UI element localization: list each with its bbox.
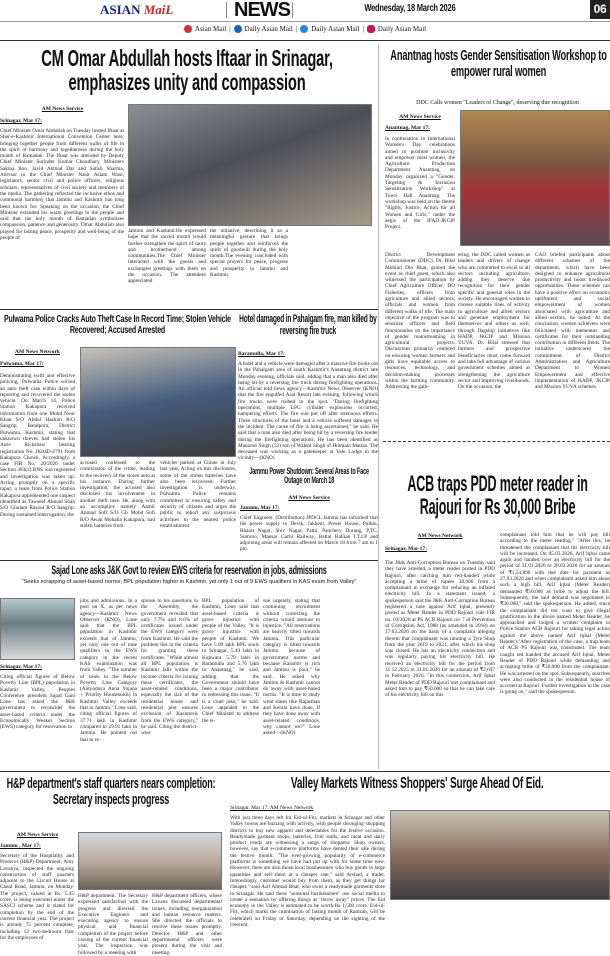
valley-photo: [390, 810, 610, 900]
page-number: 06: [590, 0, 610, 19]
lead-col3: the initiative, describing it as a meaningful gesture that brings people together and reinforces the spirit of goodwill during the holy month.The evening concluded with special prayers for peace, progress and prosperity in Jammu and Kashmir.: [210, 228, 288, 279]
lone-col3: BPL population of Kashmir, Lone said that asset-based criteria is grave injustice with people of the Valley. "It is grave injustice with people of Kashmir. We have 5.09 lakh BPL souls in Srinagar, 5.49 lakh in Kupwara 5.79 lakh in Baramulla and 5.76 lakh in Anantnag," he said, adding that the Government should have been a major contributor in redressing this issue. "It is a cruel joke," he said. Lone appealed to the Chief Minister to address the is-: [202, 598, 259, 724]
acb-headline: ACB traps PDD meter reader in Rajouri for Rs 30,000 Bribe: [407, 471, 588, 520]
anantnag-col1: In continuation to International Women's Day celebrations aimed to promote inclusivity and empower rural women, the Agriculture Production Department Anantnag, on Monday organized a "Gender, Targeting & Inclusion Sensitization Workshop" at Town Hall Anantnag. The workshop was held on the theme "Rights, Justice, Action for all Women and Girls," under the aegis of the IFAD-JKCIP Project.: [385, 136, 455, 231]
hp-col2: H&P department. The Secretary expressed satisfaction with the progress and directed the Executive Engineer and executing agency to ensure physical and financial completion of the project before closing of the current financial year. The inspection was followed by a meeting with: [78, 893, 148, 956]
anantnag-subhead: DDC Calls women "Leaders of Change", deserving due recognition: [416, 100, 579, 106]
lone-col4: sue urgently, stating that continuing recruitment without correcting the criteria would amount to injustice. "All reservations are heavily tilted towards Jammu. This particular category is tilted towards Jammu because of government norms and because Kashmir is rich and Jammu is poor," he said. He asked why Jammu & Kashmir cannot do away with asset-based norms. "It is time to study what states like Rajasthan and Kerala have done. If they have done away with asset-related conditions, why cannot we?" Lone asked—(KNO): [263, 598, 320, 737]
lone-photo: [0, 598, 75, 660]
logo-mail: MaiL: [143, 2, 174, 17]
lone-dateline: Srinagar, Mar 17:: [0, 664, 43, 670]
acb-service: AM News Network: [417, 533, 463, 539]
power-headline: Jammu Power Shutdown: Several Areas to Face Outage on March 18: [249, 466, 369, 486]
hotel-headline: Hotel damaged in Pahalgam fire, man killed by reversing fire truck: [239, 313, 377, 337]
lead-dateline: Srinagar, Mar 17:: [0, 118, 43, 124]
section-title: NEWS: [234, 0, 290, 21]
anantnag-service: AM News Service: [399, 114, 441, 120]
logo: [100, 2, 173, 18]
pulwama-dateline: Pulwama, Mar 17:: [0, 361, 44, 367]
anantnag-col2: District Development Commissioner (DDC), Dr. Bilal Mohiud Din Bhat, graced the event as chief guest, which also witnessed the participation by Chief Agriculture Officer, DD Fisheries, officers from agriculture and allied sectors, officials and women from different walks of life. The main objective of the program was to sensitize officers and field functionaries on the importance of gender mainstreaming in agricultural projects. Discussions primarily centered on ensuring women farmers and girls have equitable access to resources, technology, and decision-making processes within the farming community. Addressing the gath-: [385, 252, 455, 391]
lone-quote: "Seeks scrapping of asset-based norms; BPL population higher in Kashmir, yet only 1 out of 9 EWS qualifiers in KAS exam from Valley": [21, 579, 357, 585]
social-twitter[interactable]: Daily Asian Mail: [311, 25, 360, 33]
twitter-icon[interactable]: [300, 25, 308, 33]
lone-col1: jobs and admissions. In a post on X, as per news agency—Kashmir News Observer (KNO), Lone said that the BPL population in Kashmir exceeds that of Jammu, yet only one out of nine qualifiers in the EWS category in the recent KAS examination was from Valley. "The number of souls in the Below Poverty Line Category (Antyodaya Anna Yojana + Priority Households) in Kashmir Valley exceeds that in Jammu," Lone said, citing official figures of 37.71 lakh in Kashmir compared to 29.91 lakh in Jammu. He pointed out that in re-: [80, 598, 137, 743]
lone-headline: Sajad Lone asks J&K Govt to review EWS criteria for reservation in jobs, admissions: [51, 563, 327, 577]
hp-headline: H&P department's staff quarters nears completion: Secretary inspects progress: [6, 775, 216, 808]
lone-col0: Citing official figures of Below Poverty Line (BPL) population in Kashmir Valley, Peoples Conference president Sajad Gani Lone has asked the J&K government to reconsider the asset-based criteria under the Economically Weaker Section (EWS) category for reservation in: [0, 674, 75, 731]
lone-col2: sponse to his questions in the Assembly, the government revealed that only 7.7% and 8.6% of certificates issued under the EWS category were from Kashmir. He said the problem lies in the criteria for granting these certificates. "While almost all BPL population is Kashmir falls within the income criteria for issuing these certificates, the asset-related conditions, especially the size of the residential house and residential plot ensures exclusion of Kashmiris from the EWS category," he said. Citing the district-wise: [141, 598, 198, 737]
lead-service: AM News Service: [41, 106, 84, 112]
social-links: Asian Mail | Daily Asian Mail | Daily Asian Mail | Daily Asian Mail: [150, 25, 460, 33]
acb-col2: complainant told him that he will pay bill according to the meter reading." "After this, he threatened the complainant that his electricity bill will be increased. On 05.03.2026, Arif Iqbal came again and handed over an electricity bill for the period of 31.01.2026 to 28.02.2026 for an amount of ₹1,53,890 with due date for payment as 27.03.2026 and when complainant asked him about such a high bill, Arif Iqbal (Meter Reader) demanded ₹50,000 as bribe to adjust the bill. Subsequently, the said demand was negotiated to ₹30,000," said the spokesperson. He added, since the complainant did not want to give illegal gratification to the above named Meter Reader, he approached and lodged a written complaint in Police Station ACB Rajouri for taking legal action against the above named Arif Iqbal (Meter Reader)."After registration of the case, a trap team of ACB PS Rajouri was constituted. The team caught red handed the accused Arif Iqbal, Meter Reader of PDD Rajouri while demanding and accepting bribe of ₹30,000 from the complainant. He was arrested on the spot. Subsequently, searches were also conducted in the residential house of accused at Rajouri. Further investigation in the case is going on," said the spokesperson.: [500, 532, 610, 696]
pulwama-photo: [80, 347, 236, 457]
lead-photo: [128, 104, 372, 226]
hp-dateline: Jammu , Mar 17:: [0, 843, 41, 849]
valley-headline: Valley Markets Witness Shoppers' Surge Ahead Of Eid.: [290, 775, 544, 792]
power-body: Chief Engineer, (Distribution) JPDCL Jammu has informed that the power supply to Devik, Jakheni, Power House, Pulkhi, Bharat Nagar, Shiv Nagar, Pathi, Panchery Dorang, P.TC, Sumroo, Mansar Garhi Railway, Battal Ballian I.T.I.P and adjoining areas will remain affected on March 18 from 7 am to 1 pm.: [240, 515, 378, 553]
pulwama-col3: vehicles parked at Chhoe in July last year. Acting on this disclosure, some of the stolen batteries have also been recovered. Further investigation is underway. Pulwama Police remains committed to ensuring safety and security of citizens and urges the public to report any suspicious activities to the nearest police establishment.: [160, 460, 236, 529]
masthead: [0, 0, 610, 22]
facebook-icon[interactable]: [234, 25, 242, 33]
anantnag-dateline: Anantnag, Mar 17:: [385, 125, 430, 131]
hotel-dateline: Baramulla, Mar 17:: [238, 351, 285, 357]
acb-col1: The J&K Anti-Corruption Bureau on Tuesday said they have arrested, a meter reader posted in PDD Rajouri, after catching him red-handed while accepting a bribe of rupees 30,000 from a complainant in exchange for reducing an inflated electricity bill. In a statement issued, a spokesperson said the J&K Anti-Corruption Bureau registered a case against Arif Iqbal, presently posted as Meter Reader in PDD Rajouri vide FIR no. 03/2026 at PS ACB Rajouri u/s 7 of Prevention of Corruption Act, 1988 (as amended in 2018) on 17.03.2026 on the basis of a complaint alleging therein that complainant was running a Tyre Shop from the year 2019 to 2021, after which his shop was closed. He has an electricity connection and was regularly paying his electricity bill. He received an electricity bill for the period from 31.12.2025 to 31.01.2026 for an amount of ₹2,697 in February 2026. "In this connection, Arif Iqbal Meter Reader of PDD Rajouri met complainant and asked him to pay ₹50,000 so that he can take care of his electricity bill on this: [385, 560, 495, 699]
social-facebook[interactable]: Daily Asian Mail: [244, 25, 293, 33]
lead-col2: Jammu and Kashmir.He expressed hope that the sacred month would further strengthen the spirit of unity and brotherhood among communities.The Chief Minister interacted with the guests and exchanged greetings with them on the occasion. The attendees appreciated: [128, 228, 206, 285]
anantnag-col3: ering, the DDC called women as leaders and drivers of change who are committed to excel in all sectors including agriculture, adding they deserve due recognition for their gender specific and general roles in the society. He encouraged women to choose suitable lines of activity in agriculture and allied sectors and generate employment for themselves and others as well, through flagship initiatives like HADP, JKCIP and Mission YUVA. Dr. Bilal stressed that farmers and prospective beneficiaries must come forward and take full advantage of various government schemes aimed at strengthening the agriculture sector and improving livelihoods. On the occasion, the: [458, 252, 530, 391]
valley-body: With just three days left for Eid-ul-Fitr, markets in Srinagar and other Valley towns are buzzing with activity, with people thronging shopping districts to buy new apparel and delectables for the festive occasion. Readymade garment shops, bakeries, fruit stalls, and meat and dairy product vends are witnessing a surge of shoppers. Shop owners, however, say that e-commerce platforms have dented their sale during the festive month. "The ever-growing popularity of e-commerce platforms is something we have had put up with for some time now. However, there are also those local businessmen who buy goods in large quantities and sell them at a cheaper rate," said Arshad, a trader. Interestingly, customer would buy from them, as they get things for cheaper," said Asif Ahmad Bhat, who owns a readymade garments store in Srinagar. He said these "seasonal businessmen" use social media to create a sensation by offering things at "throw away" prices. The Eid economy in the Valley is estimated to be worth Rs 1,500 crore. Eid-ul-Fitr, which marks the culmination of fasting month of Ramzan, will be celebrated on Friday or Saturday, depending on the sighting of the crescent.: [230, 815, 385, 929]
hp-col1: Secretary of the Hospitality and Protocol (H&P) Department, Amy Lavanya, inspected the ongoing construction of staff quarters adjacent to the Circuit House at Canal Road, Jammu, on Monday. The project, valued at Rs. 5.45 crore, is being executed under the SASCI scheme and is slated for completion by the end of the current financial year. The project is already 75 percent complete, including 12 two-bedroom flats for the employees of: [0, 853, 74, 941]
anantnag-photo: [460, 110, 610, 246]
pulwama-service: AM News Network: [15, 349, 60, 355]
hp-col3: H&P department officers, where Lavana discussed departmental issues, including reorganization and human resource matters. She directed the officials to resolve these issues promptly. Director H&P and other departmental officers were present during the visit and meeting.: [152, 893, 222, 956]
hp-service: AM News Service: [16, 832, 59, 838]
lead-headline: CM Omar Abdullah hosts Iftaar in Srinagar, emphasizes unity and compassion: [41, 45, 333, 96]
pulwama-headline: Pulwama Police Cracks Auto Theft Case In Record Time; Stolen Vehicle Recovered; Accused Arrested: [4, 313, 231, 337]
valley-byline: Srinagar, Mar 17: AM News Network: [230, 805, 314, 811]
pulwama-col2: accused confessed to the commission of the crime, leading to the recovery of the stolen auto at his instance. During further investigation, the accused also disclosed his involvement in another theft case. He, along with an accomplice namely Aamir Ahmad Sofi S/O Gh Mohd Sofi R/O Awan Mohalla Kakapora, had stolen batteries from: [80, 460, 155, 529]
youtube-icon[interactable]: [184, 25, 192, 33]
issue-date: Wednesday, 18 March 2026: [364, 3, 456, 14]
anantnag-headline: Anantnag hosts Gender Sensitisation Workshop to empower rural women: [390, 47, 607, 80]
hotel-body: A hotel and a vehicle were damaged after a massive fire broke out in the Pahalgam area of south Kashmir's Anantnag district late Monday evening, officials said, adding that a man also died after being hit by a reversing fire truck during firefighting operations. An official told news agency—Kashmir News Observer (KNO) that the fire engulfed Asal Resort late evening, following which fire trucks were rushed to the spot. "During firefighting operations, multiple LPG cylinder explosions occurred, hampering efforts. The fire was put off after strenuous efforts. Three structures of the hotel and a vehicle suffered damages in the incident. The cause of fire is being ascertained," he said. He said that a man also died after being hit by a reversing fire tender during the firefighting operations. He has been identified as Manzoor Singh (33) son of Walent Singh of Hutmain Mattan. The deceased was working as a gatekeeper at Vale Lodge in the vicinity—(KNO): [238, 361, 379, 462]
acb-dateline: Srinagar, Mar 17:: [385, 546, 428, 552]
power-service: AM News Service: [288, 495, 330, 501]
instagram-icon[interactable]: [367, 25, 375, 33]
hp-photo: [78, 832, 222, 890]
anantnag-col4: CAO briefed participants about different schemes of the department, which have been designed to enhance agricultural productivity and boost livelihood opportunities. These schemes can have a positive effect on economic upliftment and social empowerment of women associated with agriculture and allied sectors, he noted. At the conclusion, women achievers were felicitated with mementos and certificates for their outstanding contribution in different fields. The initiative underscores the commitment of District Administration and Agriculture Department to Women Empowerment and effective implementation of HADP, JKCIP and Mission YUVA schemes.: [535, 252, 610, 391]
lead-col1: Chief Minister Omar Abdullah on Tuesday hosted Iftaar at Sher-e-Kashmir International Convention Center here, bringing together people from different walks of life in the spirit of harmony and togetherness during the holy month of Ramadan. The Iftaar was attended by Deputy Chief Minister Surinder Kumar Choudhary, Ministers Sakina Itoo, Javid Ahmad Dar and Satish Sharma, Advisor to the Chief Minister Nasir Aslam Wani, legislators, senior civil and police officers, religious scholars, representatives of civil society and members of the media. The gathering reflected the inclusive ethos and communal harmony that Jammu and Kashmir has long been known for. Speaking on the occasion, the Chief Minister extended his warm greetings to the people and said that the holy month of Ramadan symbolizes compassion, patience and generosity. Omar Abdullah also prayed for lasting peace, prosperity and well-being of the people of: [0, 128, 124, 242]
social-youtube[interactable]: Asian Mail: [194, 25, 227, 33]
power-dateline: Jammu, Mar 17:: [240, 505, 280, 511]
social-instagram[interactable]: Daily Asian Mail: [377, 25, 427, 33]
logo-asian: ASIAN: [100, 2, 141, 17]
pulwama-col1: Demonstrating swift and effective policing, Pulwama Police solved an auto theft case within days of reporting and recovered the stolen vehicle. On March 14, Police Station Kakapora received information from one Mohd Noor Khan S/O Abdul Hashim R/O Sangrip, Batalpora, District Pulwama, Kashmir, stating that unknown thieves had stolen his Auto Rickshaw bearing registration No. JK04D-2791 from Kakapora Chowk. Accordingly, a case FIR No. 20/2026 under Section 303(2) BNS was registered and investigation was taken up. Acting promptly on a specific input, a team from Police Station Kakapora apprehended one suspect identified as Tawseef Ahmad Shah S/O Ghulam Rasool R/O Sangrip. During sustained interrogation, the: [0, 373, 75, 518]
